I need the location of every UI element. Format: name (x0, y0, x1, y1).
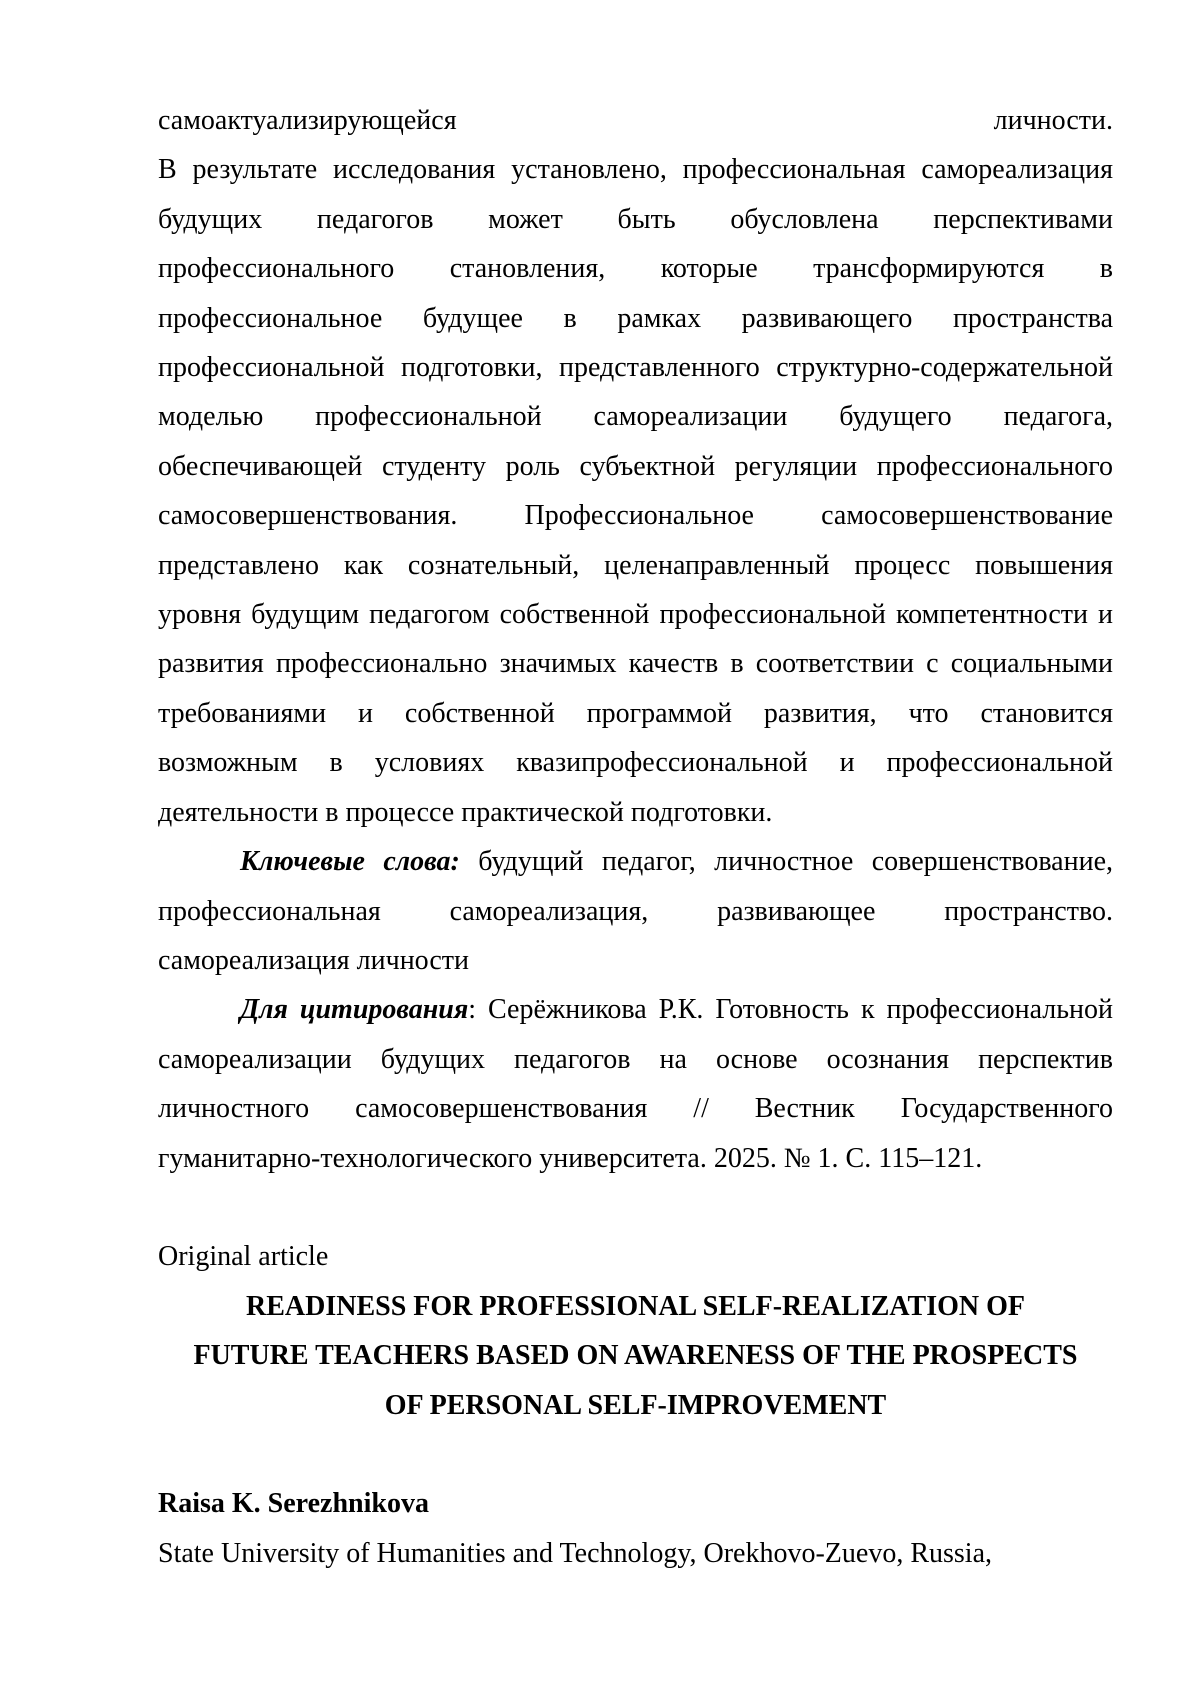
citation-line-2: самореализации будущих педагогов на основе осознания перспектив (158, 1043, 1113, 1075)
english-block (158, 1232, 1113, 1578)
citation-line-1 (158, 985, 1113, 1034)
citation-block (158, 985, 1113, 1183)
abstract-line: уровня будущим педагогом собственной профессиональной компетентности и (158, 599, 1113, 631)
keywords-line-1 (158, 837, 1113, 886)
abstract-paragraph (158, 96, 1113, 837)
abstract-line: возможным в условиях квазипрофессиональной и профессиональной (158, 747, 1113, 779)
citation-label: Для цитирования (240, 994, 469, 1026)
keywords-text: будущий педагог, личностное совершенствование, (478, 846, 1114, 878)
keywords-block (158, 837, 1113, 985)
article-title-line: FUTURE TEACHERS BASED ON AWARENESS OF THE PROSPECTS (193, 1340, 1078, 1372)
abstract-line: обеспечивающей студенту роль субъектной регуляции профессионального (158, 450, 1113, 482)
abstract-line: самосовершенствования. Профессиональное самосовершенствование (158, 500, 1113, 532)
abstract-last-line: деятельности в процессе практической подготовки. (158, 796, 773, 828)
spacer (158, 1430, 1113, 1479)
abstract-line: будущих педагогов может быть обусловлена перспективами (158, 203, 1113, 235)
abstract-line: требованиями и собственной программой развития, что становится (158, 697, 1113, 729)
abstract-line: профессиональное будущее в рамках развивающего пространства (158, 302, 1113, 334)
keywords-line-3: самореализация личности (158, 944, 470, 976)
abstract-line: В результате исследования установлено, профессиональная самореализация (158, 154, 1113, 186)
abstract-line: представлено как сознательный, целенаправленный процесс повышения (158, 549, 1113, 581)
abstract-line: самоактуализирующейся личности. (158, 105, 1113, 136)
citation-text: : Серёжникова Р.К. Готовность к профессиональной (468, 994, 1113, 1026)
abstract-line: моделью профессиональной самореализации будущего педагога, (158, 401, 1113, 433)
article-title-line: OF PERSONAL SELF-IMPROVEMENT (384, 1389, 887, 1421)
keywords-label: Ключевые слова: (240, 846, 460, 878)
page-content (158, 96, 1113, 1578)
citation-line-4: гуманитарно-технологического университета. 2025. № 1. С. 115–121. (158, 1142, 983, 1174)
article-title-line: READINESS FOR PROFESSIONAL SELF-REALIZATION OF (246, 1290, 1025, 1322)
abstract-line: развития профессионально значимых качеств в соответствии с социальными (158, 648, 1113, 680)
abstract-line: профессиональной подготовки, представленного структурно-содержательной (158, 352, 1113, 384)
author-name: Raisa K. Serezhnikova (158, 1488, 429, 1520)
article-type-label: Original article (158, 1241, 329, 1273)
abstract-line: профессионального становления, которые трансформируются в (158, 253, 1113, 285)
author-affiliation: State University of Humanities and Technology, Orekhovo-Zuevo, Russia, (158, 1537, 992, 1569)
keywords-line-2: профессиональная самореализация, развивающее пространство. (158, 895, 1113, 927)
spacer (158, 1183, 1113, 1232)
citation-line-3: личностного самосовершенствования // Вестник Государственного (158, 1093, 1113, 1125)
